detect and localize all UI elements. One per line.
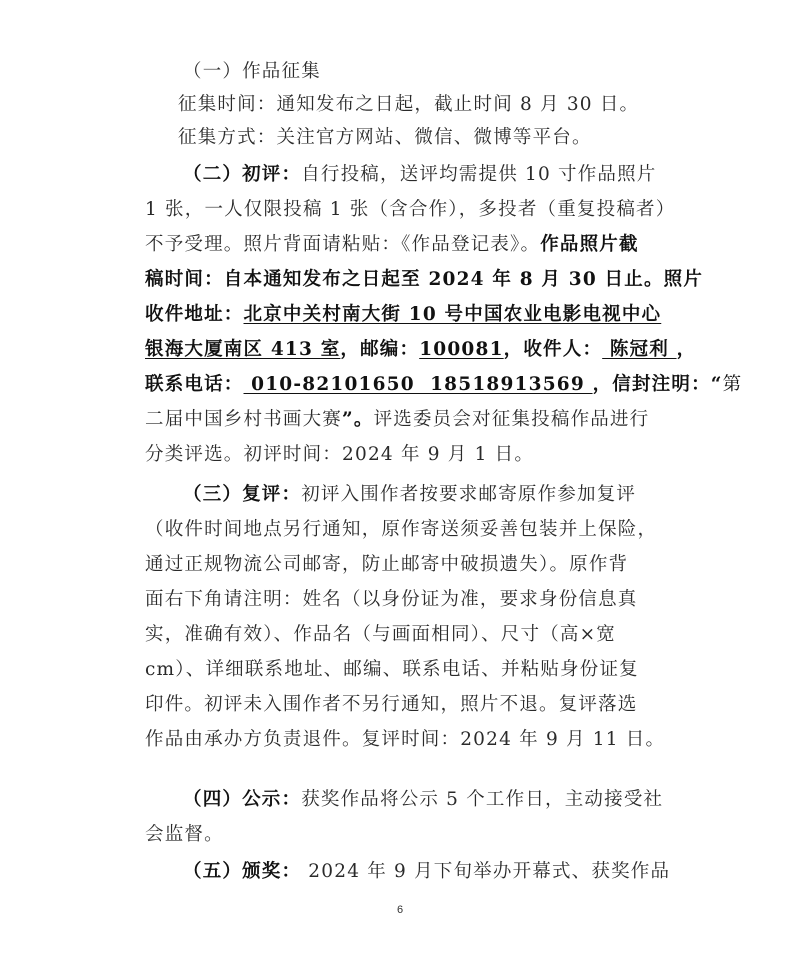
section-5-label: （五）颁奖： — [183, 861, 302, 882]
section-5-text: 2024 年 9 月下旬举办开幕式、获奖作品 — [301, 861, 671, 882]
section-3-line-6: cm）、详细联系地址、邮编、联系电话、并粘贴身份证复 — [145, 659, 639, 680]
envelope-text-start: 第 — [722, 374, 743, 395]
section-3-line-2: （收件时间地点另行通知，原作寄送须妥善包装并上保险， — [145, 519, 658, 540]
section-3-line-8: 作品由承办方负责退件。复评时间：2024 年 9 月 11 日。 — [145, 729, 666, 750]
section-2-line-9: 分类评选。初评时间：2024 年 9 月 1 日。 — [145, 444, 535, 465]
section-2-line-5 — [145, 303, 665, 327]
recipient-name: 陈冠利 — [602, 339, 677, 360]
section-4-label: （四）公示： — [183, 789, 302, 810]
envelope-label: ，信封注明：“ — [592, 374, 723, 395]
collection-time: 征集时间：通知发布之日起，截止时间 8 月 30 日。 — [178, 94, 640, 115]
section-1-heading: （一）作品征集 — [183, 61, 321, 82]
section-3-text: 初评入围作者按要求邮寄原作参加复评 — [301, 484, 637, 505]
section-2-line-6 — [145, 338, 697, 362]
committee-note: 评选委员会对征集投稿作品进行 — [373, 409, 650, 430]
section-3-line-7: 印件。初评未入围作者不另行通知，照片不退。复评落选 — [145, 694, 638, 715]
section-2-line-7 — [145, 373, 743, 397]
quote-close: ”。 — [342, 409, 374, 430]
comma: ， — [676, 339, 697, 360]
collection-method: 征集方式：关注官方网站、微信、微博等平台。 — [178, 127, 592, 148]
recipient-label: ，收件人： — [503, 339, 603, 360]
section-2-line-1 — [183, 163, 665, 187]
section-3-line-1 — [183, 483, 665, 507]
contest-name: 二届中国乡村书画大赛 — [145, 409, 343, 430]
section-2-line-3 — [145, 233, 665, 257]
section-2-line-2: 1 张，一人仅限投稿 1 张（含合作），多投者（重复投稿者） — [145, 199, 676, 220]
section-5-line-1 — [183, 860, 671, 884]
phone-label: 联系电话： — [145, 374, 244, 395]
section-3-line-4: 面右下角请注明：姓名（以身份证为准，要求身份信息真 — [145, 589, 638, 610]
section-2-line-4: 稿时间：自本通知发布之日起至 2024 年 8 月 30 日止。照片 — [145, 269, 704, 290]
section-3-line-3: 通过正规物流公司邮寄，防止邮寄中破损遗失）。原作背 — [145, 554, 629, 575]
phone-numbers: 010-82101650 18518913569 — [243, 374, 593, 395]
section-3-label: （三）复评： — [183, 484, 302, 505]
postcode: 100081 — [419, 339, 504, 360]
deadline-bold: 作品照片截 — [540, 234, 639, 255]
section-4-line-1 — [183, 788, 665, 812]
mailing-address: 北京中关村南大街 10 号中国农业电影电视中心 — [243, 304, 662, 325]
registration-form-note: 不予受理。照片背面请粘贴：《作品登记表》。 — [145, 234, 541, 255]
section-3-line-5: 实，准确有效）、作品名（与画面相同）、尺寸（高×宽 — [145, 624, 617, 645]
page-number: 6 — [396, 904, 404, 916]
section-2-text: 自行投稿，送评均需提供 10 寸作品照片 — [301, 164, 657, 185]
section-4-line-2: 会监督。 — [145, 824, 224, 845]
section-4-text: 获奖作品将公示 5 个工作日，主动接受社 — [301, 789, 664, 810]
address-label: 收件地址： — [145, 304, 244, 325]
section-2-label: （二）初评： — [183, 164, 302, 185]
mailing-address-room: 银海大厦南区 413 室 — [145, 339, 341, 360]
section-2-line-8 — [145, 408, 665, 432]
postcode-label: ，邮编： — [340, 339, 420, 360]
